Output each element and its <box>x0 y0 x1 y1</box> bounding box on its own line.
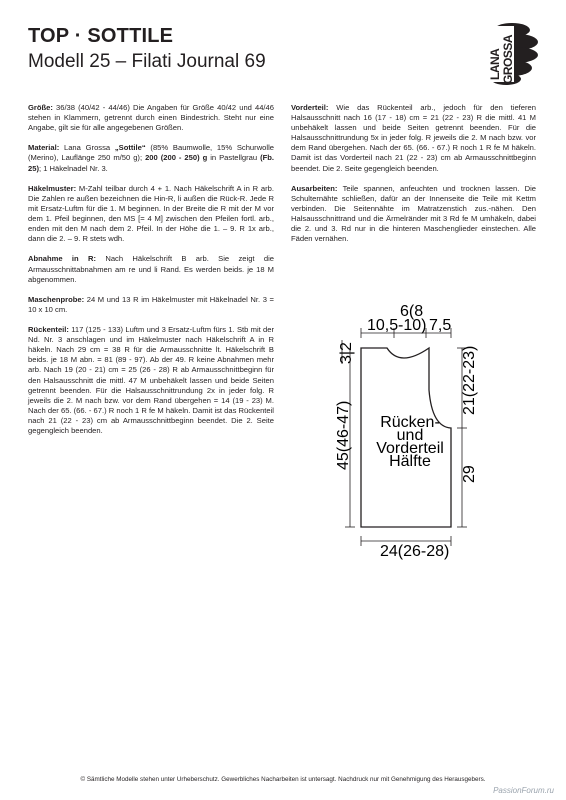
back-paragraph <box>28 325 274 436</box>
dim-top-total-part: 6(8 <box>400 303 424 320</box>
finishing-text: Teile spannen, anfeuchten und trocknen lassen. Die Schulternähte schließen, dafür an der Innenseite die Teile mit Kettm verbinden. Die Seitennähte im Matratzenstich zus.-nähen. Den Halsausschnittrand und die Ärmelränder mit 3 Rd fe M umhäkeln, dabei die 2. und 3. Rd nur in die hinteren Maschenglieder einstechen. Alle Fäden vernähen. <box>291 183 536 244</box>
crochet-pattern-paragraph <box>28 184 274 245</box>
svg-text:LANA: LANA <box>488 48 502 80</box>
dim-neck-depth: 3|2 <box>338 342 355 364</box>
size-paragraph <box>28 103 274 133</box>
pattern-schematic <box>300 300 540 560</box>
front-label: Vorderteil: <box>291 103 329 112</box>
watermark: PassionForum.ru <box>493 786 554 795</box>
piece-label-line-3: Vorderteil <box>376 440 444 457</box>
page-subtitle: Modell 25 – Filati Journal 69 <box>28 51 266 72</box>
gauge-text: 24 M und 13 R im Häkelmuster mit Häkelnadel Nr. 3 = 10 x 10 cm. <box>28 294 274 314</box>
yarn-name: „Sottile“ <box>114 143 146 153</box>
material-label: Material: <box>28 143 60 153</box>
decrease-paragraph <box>28 254 274 284</box>
instructions-right-column <box>291 103 536 254</box>
piece-label-line-2: und <box>396 427 424 444</box>
piece-label-line-1: Rücken- <box>380 414 440 431</box>
dim-side-height: 29 <box>461 465 478 483</box>
finishing-label: Ausarbeiten: <box>291 183 338 193</box>
material-text-2: (85% Baumwolle, 15% Schurwolle (Merino), Lauflänge 250 m/50 g); <box>28 143 274 163</box>
dim-top-left: 10,5 <box>367 317 399 334</box>
size-label: Größe: <box>28 103 53 112</box>
lana-grossa-logo <box>470 22 542 86</box>
crochet-pattern-label: Häkelmuster: <box>28 183 77 193</box>
dim-top-right: 7,5 <box>429 317 452 334</box>
dim-top-mid: -10) <box>398 317 427 334</box>
decrease-label: Abnahme in R: <box>28 254 97 264</box>
piece-label-line-4: Hälfte <box>389 453 431 470</box>
back-label: Rückenteil: <box>28 325 69 335</box>
size-text: 36/38 (40/42 - 44/46) Die Angaben für Größe 40/42 und 44/46 stehen in Klammern, getrennt durch einen Bindestrich. Steht nur eine Angabe, gilt sie für alle angegebenen Größen. <box>28 103 274 133</box>
gauge-paragraph <box>28 295 274 315</box>
svg-text:GROSSA: GROSSA <box>501 34 515 84</box>
finishing-paragraph <box>291 184 536 245</box>
material-text-4: ; 1 Häkelnadel Nr. 3. <box>38 163 108 173</box>
crochet-pattern-text: M-Zahl teilbar durch 4 + 1. Nach Häkelschrift A in R arb. Die Zahlen re außen bezeichnen die Hin-R, li außen die Rück-R. Jede R mit Ersatz-Luftm für die 1. M beginnen. In der Breite die R mit der M vor dem 1. Pfeil beginnen, den MS [= 4 M] zwischen den Pfeilen fortl. arb., enden mit den M nach dem 2. Pfeil. In der Höhe die 1. – 9. R 1x arb., dann die 2. – 9. R stets wdh. <box>28 183 274 244</box>
decrease-text: Nach Häkelschrift B arb. Sie zeigt die Armausschnittabnahmen am re und li Rand. Es werden beids. je 18 M abgenommen. <box>28 254 274 284</box>
dim-left-height: 45(46-47) <box>335 400 352 470</box>
back-text: 117 (125 - 133) Luftm und 3 Ersatz-Luftm fürs 1. Stb mit der Nd. Nr. 3 anschlagen und im Häkelmuster nach Häkelschrift A in R häkeln. Nach 29 cm = 38 R für die Armausschnitte lt. Häkelschrift B beids. je 18 M abn. = 81 (89 - 97). Ab der 49. R keine Abnahmen mehr arb. Nach 19 (20 - 21) cm = 25 (26 - 28) R ab Armausschnittbeginn für den Halsausschnitt die mittl. 47 M unbehäkelt lassen und beide Seiten getrennt beenden. Für die Halsausschnittrundung 2x in jeder folg. R jeweils die 2. M nach bzw. vor dem Rand übergehen = 14 (19 - 23) M. Nach der 65. (66. - 67.) R noch 1 R fe M häkeln. Damit ist das Rückenteil nach 21 (22 - 23) cm ab Armausschnittbeginn beendet. Die 2. Seite gegengleich beenden. <box>28 325 274 435</box>
material-paragraph <box>28 143 274 173</box>
front-text: Wie das Rückenteil arb., jedoch für den tieferen Halsausschnitt nach 16 (17 - 18) cm = 21 (22 - 23) R die mittl. 41 M unbehäkelt lassen und beide Seiten getrennt beenden. Für die Halsausschnittrundung 5x in jeder folg. R jeweils die 2. M nach bzw. vor dem Rand übergehen. Nach der 65. (66. - 67.) R noch 1 R fe M häkeln. Damit ist das Vorderteil nach 21 (22 - 23) cm ab Armausschnittbeginn beendet. Die 2. Seite gegengleich beenden. <box>291 103 536 173</box>
front-paragraph <box>291 103 536 174</box>
copyright-footer: © Sämtliche Modelle stehen unter Urheberschutz. Gewerbliches Nacharbeiten ist untersagt. Nachdruck nur mit Genehmigung des Herausgebers. <box>80 776 486 783</box>
material-text-1: Lana Grossa <box>59 143 115 153</box>
page-title: TOP · SOTTILE <box>28 25 174 47</box>
dim-bottom-width: 24(26-28) <box>380 543 450 560</box>
dim-armhole-height: 21(22-23) <box>461 345 478 415</box>
instructions-left-column <box>28 103 274 446</box>
material-text-3: in Pastellgrau <box>207 153 261 163</box>
gauge-label: Maschenprobe: <box>28 294 85 304</box>
yarn-amount: 200 (200 - 250) g <box>145 153 208 163</box>
color-number: (Fb. 25) <box>28 153 275 173</box>
